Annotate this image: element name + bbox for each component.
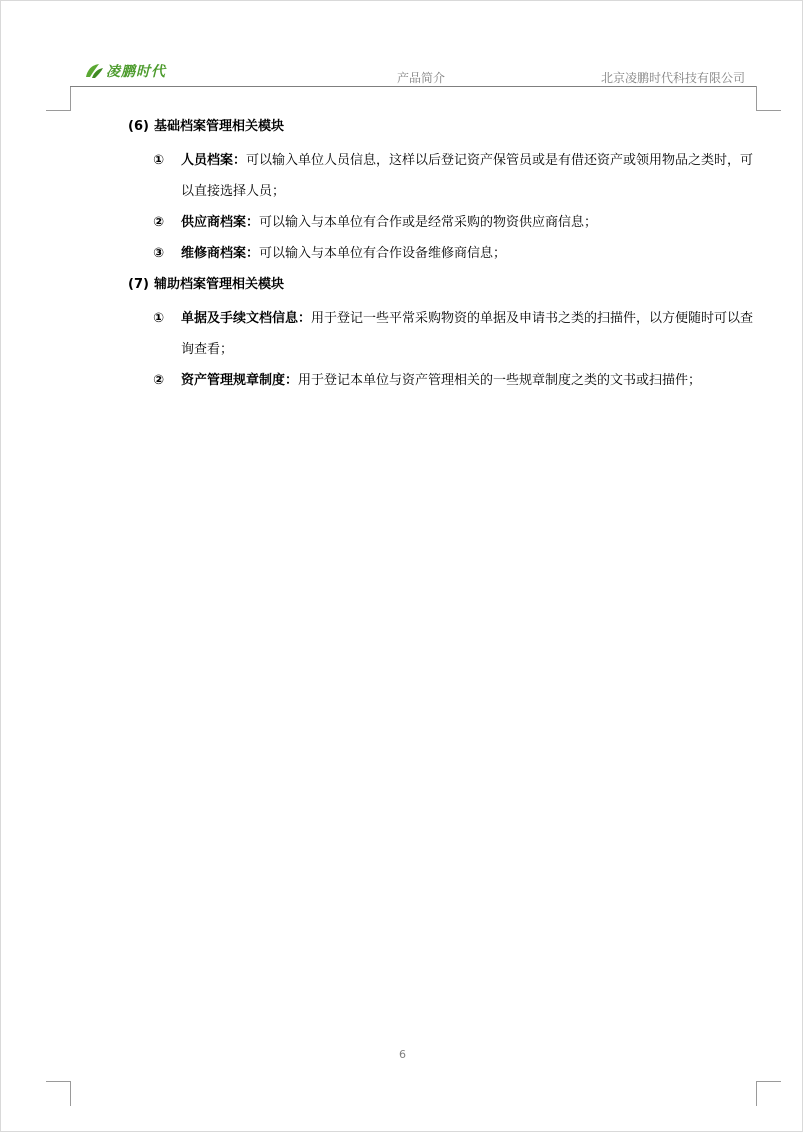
header-divider <box>70 86 756 87</box>
list-item <box>128 365 758 396</box>
section-heading <box>128 114 758 140</box>
leaf-logo-icon <box>84 62 104 80</box>
section-title: 辅助档案管理相关模块 <box>154 277 285 292</box>
crop-mark-bottom-left <box>46 1081 71 1106</box>
crop-mark-top-right <box>756 86 781 111</box>
list-item <box>128 303 758 365</box>
item-text: 可以输入与本单位有合作设备维修商信息； <box>259 246 507 261</box>
document-body <box>128 114 758 396</box>
crop-mark-bottom-right <box>756 1081 781 1106</box>
list-item <box>128 238 758 269</box>
header-title: 产品简介 <box>397 71 446 85</box>
item-label: 单据及手续文档信息： <box>181 311 312 326</box>
item-text: 用于登记本单位与资产管理相关的一些规章制度之类的文书或扫描件； <box>298 373 702 388</box>
item-marker: ② <box>153 215 165 230</box>
section-number: (6) <box>128 119 149 134</box>
item-marker: ① <box>153 153 165 168</box>
item-text: 可以输入与本单位有合作或是经常采购的物资供应商信息； <box>259 215 598 230</box>
list-item <box>128 207 758 238</box>
crop-mark-top-left <box>46 86 71 111</box>
item-text: 用于登记一些平常采购物资的单据及申请书之类的扫描件，以方便随时可以查询查看； <box>181 311 754 357</box>
header-company: 北京凌鹏时代科技有限公司 <box>601 71 746 85</box>
list-item <box>128 145 758 207</box>
item-label: 资产管理规章制度： <box>181 373 299 388</box>
item-label: 人员档案： <box>181 153 247 168</box>
item-marker: ① <box>153 311 165 326</box>
section-title: 基础档案管理相关模块 <box>154 119 285 134</box>
item-label: 供应商档案： <box>181 215 260 230</box>
company-logo <box>84 61 166 81</box>
page-number: 6 <box>399 1048 406 1061</box>
item-marker: ③ <box>153 246 165 261</box>
item-marker: ② <box>153 373 165 388</box>
section-heading <box>128 272 758 298</box>
item-label: 维修商档案： <box>181 246 260 261</box>
logo-text: 凌鹏时代 <box>106 64 166 80</box>
item-text: 可以输入单位人员信息，这样以后登记资产保管员或是有借还资产或领用物品之类时，可以直接选择人员； <box>181 153 754 199</box>
section-number: (7) <box>128 277 149 292</box>
